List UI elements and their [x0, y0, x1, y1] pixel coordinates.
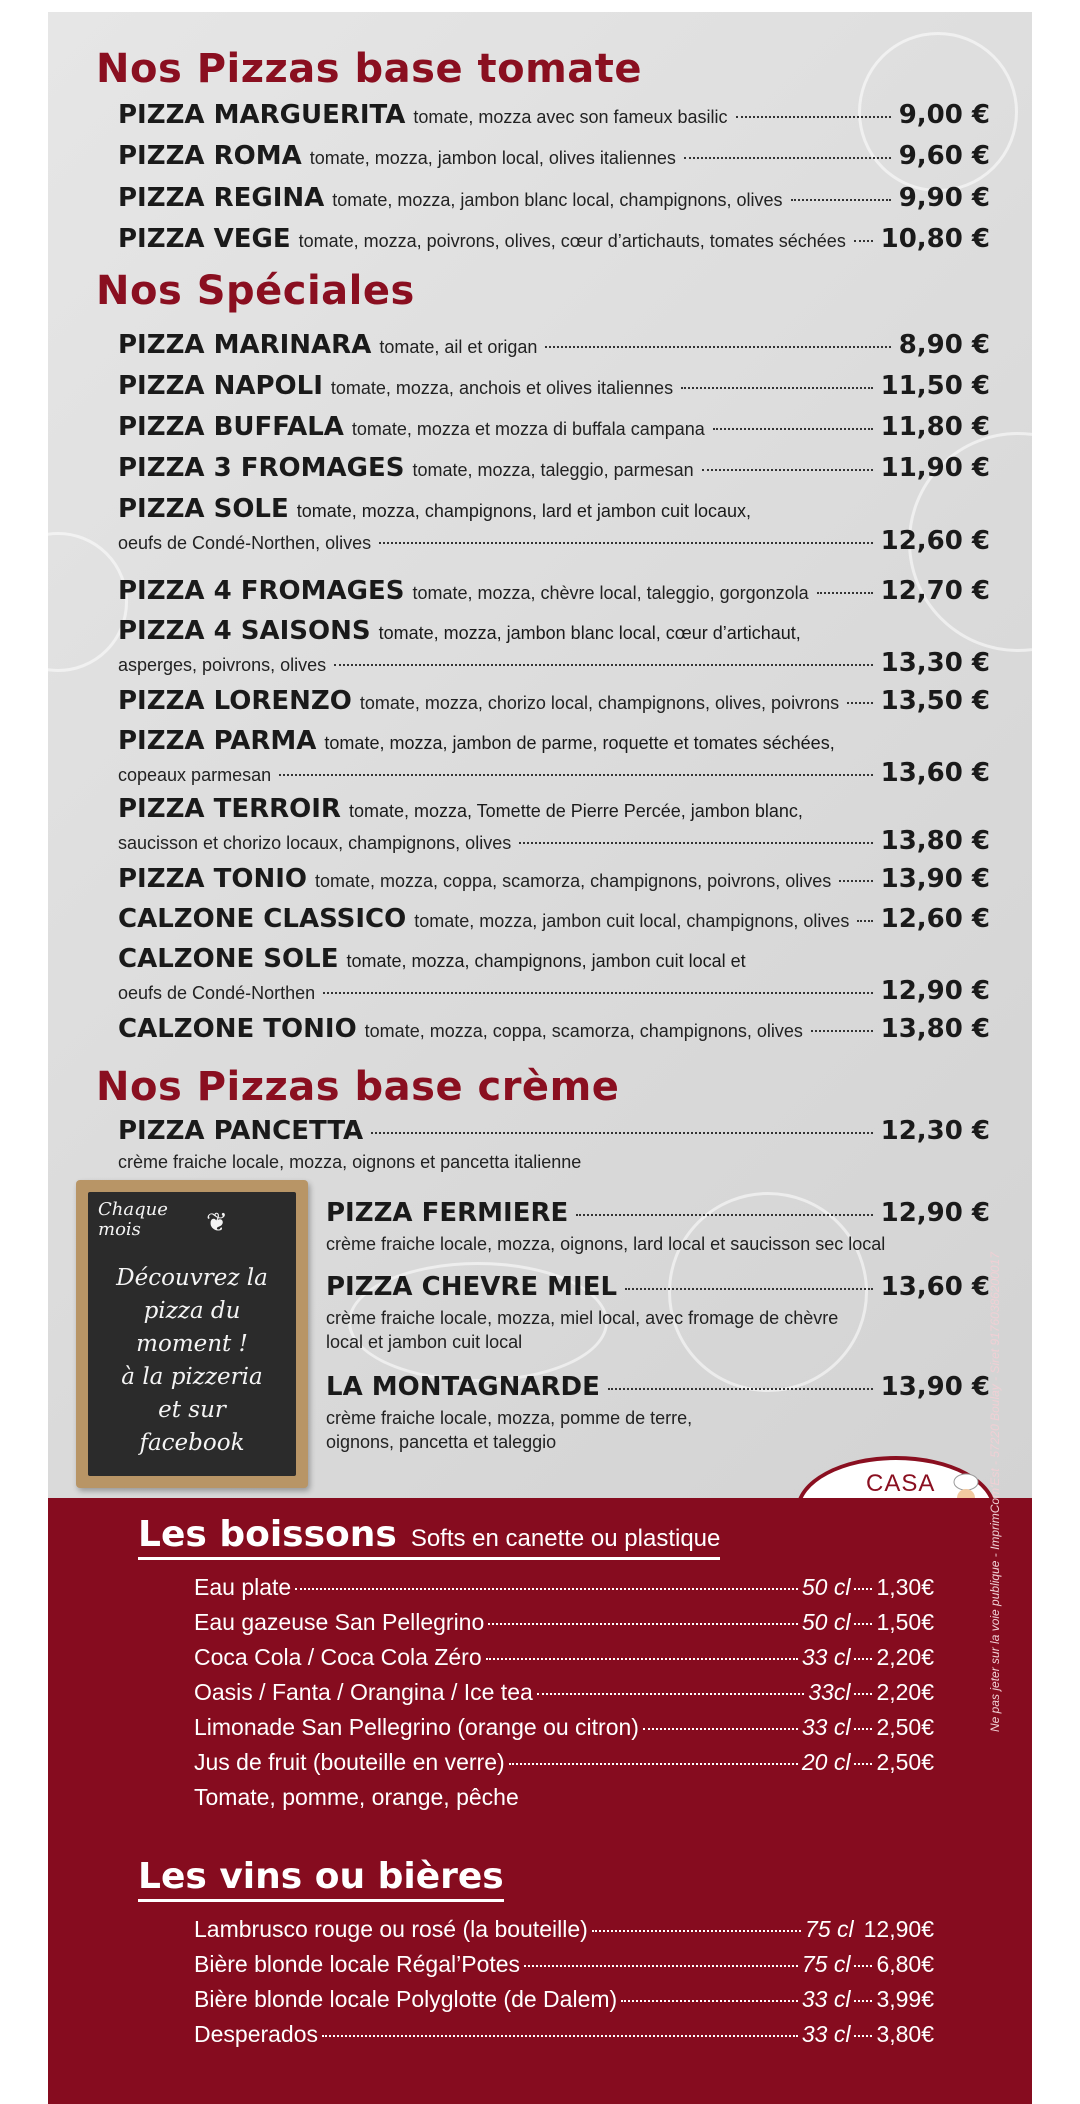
drink-volume: 33 cl	[801, 1644, 851, 1670]
decorative-circle-icon	[48, 532, 128, 672]
item-name: PIZZA MARGUERITA	[118, 100, 406, 130]
item-description-continued: copeaux parmesan	[118, 765, 272, 785]
menu-item	[118, 726, 990, 788]
dotted-leader	[854, 1623, 872, 1625]
dotted-leader	[702, 469, 873, 471]
item-price: 13,60 €	[880, 758, 990, 788]
item-description: tomate, mozza avec son fameux basilic	[413, 107, 728, 127]
item-price: 13,30 €	[880, 648, 990, 678]
item-price: 12,70 €	[880, 576, 990, 606]
drink-name: Limonade San Pellegrino (orange ou citron)	[194, 1714, 639, 1740]
dotted-leader	[854, 1693, 872, 1695]
item-description: tomate, mozza, chorizo local, champignons, olives, poivrons	[359, 693, 840, 713]
dotted-leader	[847, 702, 873, 704]
menu-item	[118, 494, 990, 556]
drink-volume: 33 cl	[801, 1986, 851, 2012]
dotted-leader	[379, 542, 872, 544]
drink-price: 2,20€	[876, 1644, 934, 1670]
drink-volume: 20 cl	[801, 1749, 851, 1775]
item-price: 11,80 €	[880, 412, 990, 442]
item-name: CALZONE CLASSICO	[118, 904, 407, 934]
legal-notice: Ne pas jeter sur la voie publique - ImprimCom'Est - 57220 Boulay - Siret 91760386200017	[988, 1252, 1002, 1732]
dotted-leader	[839, 880, 872, 882]
dotted-leader	[736, 116, 891, 118]
menu-item	[118, 224, 990, 254]
item-description: tomate, mozza, jambon blanc local, champignons, olives	[332, 190, 783, 210]
section-title-creme: Nos Pizzas base crème	[96, 1064, 620, 1110]
item-name: PIZZA CHEVRE MIEL	[326, 1272, 618, 1302]
item-description: crème fraiche locale, mozza, oignons et pancetta italienne	[118, 1152, 582, 1172]
drink-volume: 33 cl	[801, 2021, 851, 2047]
item-description-continued: local et jambon cuit local	[326, 1332, 523, 1352]
dotted-leader	[811, 1030, 873, 1032]
drink-name: Desperados	[194, 2021, 319, 2047]
menu-item	[118, 686, 990, 716]
drinks-subtitle: Softs en canette ou plastique	[410, 1525, 721, 1552]
drink-price: 2,50€	[876, 1749, 934, 1775]
dotted-leader	[817, 592, 873, 594]
item-price: 13,50 €	[880, 686, 990, 716]
drink-name: Coca Cola / Coca Cola Zéro	[194, 1644, 482, 1670]
item-name: PIZZA SOLE	[118, 494, 289, 524]
dotted-leader	[681, 387, 873, 389]
drink-volume: 33cl	[808, 1679, 851, 1705]
menu-item	[118, 616, 990, 678]
menu-item	[118, 944, 990, 1006]
item-name: PIZZA PARMA	[118, 726, 317, 756]
item-description-continued: oeufs de Condé-Northen	[118, 983, 316, 1003]
item-name: LA MONTAGNARDE	[326, 1372, 600, 1402]
item-name: PIZZA LORENZO	[118, 686, 352, 716]
section-title-tomate: Nos Pizzas base tomate	[96, 46, 643, 92]
dotted-leader	[295, 1588, 798, 1590]
drink-price: 2,50€	[876, 1714, 934, 1740]
dotted-leader	[592, 1930, 801, 1932]
drink-item	[194, 1749, 934, 1776]
item-name: PIZZA VEGE	[118, 224, 291, 254]
drink-price: 1,30€	[876, 1574, 934, 1600]
dotted-leader	[545, 346, 890, 348]
item-name: PIZZA REGINA	[118, 183, 325, 213]
item-name: PIZZA FERMIERE	[326, 1198, 569, 1228]
item-name: PIZZA 4 FROMAGES	[118, 576, 405, 606]
dotted-leader	[854, 1588, 872, 1590]
item-price: 8,90 €	[898, 330, 990, 360]
item-price: 12,30 €	[880, 1116, 990, 1146]
item-price: 12,90 €	[880, 976, 990, 1006]
drink-volume: 50 cl	[801, 1574, 851, 1600]
drink-item	[194, 1986, 934, 2013]
item-name: PIZZA MARINARA	[118, 330, 372, 360]
item-name: PIZZA NAPOLI	[118, 371, 323, 401]
item-description: crème fraiche locale, mozza, pomme de terre,	[326, 1408, 693, 1428]
item-price: 13,90 €	[880, 864, 990, 894]
drink-price: 6,80€	[876, 1951, 934, 1977]
drink-name: Oasis / Fanta / Orangina / Ice tea	[194, 1679, 533, 1705]
menu-item	[326, 1372, 990, 1454]
item-description: tomate, mozza, anchois et olives italiennes	[330, 378, 674, 398]
item-description: crème fraiche locale, mozza, miel local, avec fromage de chèvre	[326, 1308, 839, 1328]
logo-casa: CASA	[866, 1470, 936, 1497]
dotted-leader	[854, 2035, 872, 2037]
chalkboard-surface	[88, 1192, 296, 1476]
item-description: tomate, mozza, Tomette de Pierre Percée, jambon blanc,	[348, 801, 803, 821]
drink-item	[194, 1679, 934, 1706]
drinks-title-text: Les boissons	[138, 1514, 397, 1555]
drink-name: Bière blonde locale Polyglotte (de Dalem)	[194, 1986, 618, 2012]
leaf-icon: ❦	[206, 1208, 228, 1238]
dotted-leader	[509, 1763, 798, 1765]
dotted-leader	[854, 1728, 872, 1730]
dotted-leader	[334, 664, 873, 666]
drink-price: 12,90€	[863, 1916, 934, 1942]
dotted-leader	[854, 1965, 872, 1967]
menu-item	[118, 794, 990, 856]
drink-item	[194, 1916, 934, 1943]
item-name: PIZZA PANCETTA	[118, 1116, 364, 1146]
dotted-leader	[854, 2000, 872, 2002]
dotted-leader	[857, 920, 872, 922]
menu-page	[48, 12, 1032, 2104]
dotted-leader	[576, 1214, 872, 1216]
dotted-leader	[322, 2035, 798, 2037]
dotted-leader	[621, 2000, 798, 2002]
dotted-leader	[488, 1623, 798, 1625]
item-description-continued: asperges, poivrons, olives	[118, 655, 327, 675]
drink-price: 1,50€	[876, 1609, 934, 1635]
item-description: crème fraiche locale, mozza, oignons, lard local et saucisson sec local	[326, 1234, 886, 1254]
item-description: tomate, mozza, poivrons, olives, cœur d’artichauts, tomates séchées	[298, 231, 846, 251]
item-description: tomate, mozza, jambon cuit local, champignons, olives	[414, 911, 850, 931]
drink-name: Eau plate	[194, 1574, 292, 1600]
drinks-section	[48, 1498, 1032, 2104]
drink-name: Eau gazeuse San Pellegrino	[194, 1609, 485, 1635]
juice-flavours: Tomate, pomme, orange, pêche	[194, 1784, 519, 1810]
item-price: 11,50 €	[880, 371, 990, 401]
drink-volume: 75 cl	[801, 1951, 851, 1977]
item-name: CALZONE TONIO	[118, 1014, 357, 1044]
drink-price: 3,80€	[876, 2021, 934, 2047]
item-name: PIZZA BUFFALA	[118, 412, 344, 442]
wines-title: Les vins ou bières	[138, 1856, 504, 1902]
item-description: tomate, ail et origan	[379, 337, 538, 357]
item-description-continued: oeufs de Condé-Northen, olives	[118, 533, 372, 553]
menu-item	[118, 141, 990, 171]
item-description: tomate, mozza, champignons, lard et jambon cuit locaux,	[296, 501, 751, 521]
item-description: tomate, mozza, champignons, jambon cuit local et	[346, 951, 746, 971]
item-description: tomate, mozza, jambon blanc local, cœur d’artichaut,	[378, 623, 801, 643]
dotted-leader	[486, 1658, 798, 1660]
drink-item	[194, 1644, 934, 1671]
item-description: tomate, mozza, taleggio, parmesan	[412, 460, 694, 480]
item-price: 13,90 €	[880, 1372, 990, 1402]
item-description: tomate, mozza, coppa, scamorza, champignons, poivrons, olives	[314, 871, 832, 891]
item-description-continued: oignons, pancetta et taleggio	[326, 1432, 557, 1452]
item-price: 9,90 €	[898, 183, 990, 213]
dotted-leader	[323, 992, 872, 994]
drink-price: 2,20€	[876, 1679, 934, 1705]
menu-item	[118, 412, 990, 442]
item-name: PIZZA ROMA	[118, 141, 302, 171]
pizza-menu-section	[48, 12, 1032, 1498]
item-price: 13,60 €	[880, 1272, 990, 1302]
drink-item	[194, 1714, 934, 1741]
drink-price: 3,99€	[876, 1986, 934, 2012]
section-title-speciales: Nos Spéciales	[96, 268, 415, 314]
menu-item	[118, 904, 990, 934]
drink-item	[194, 2021, 934, 2048]
item-description: tomate, mozza et mozza di buffala campana	[351, 419, 705, 439]
item-price: 9,00 €	[898, 100, 990, 130]
item-name: PIZZA 4 SAISONS	[118, 616, 371, 646]
item-price: 12,60 €	[880, 526, 990, 556]
item-name: PIZZA TERROIR	[118, 794, 341, 824]
dotted-leader	[279, 774, 873, 776]
drink-item	[194, 1574, 934, 1601]
dotted-leader	[713, 428, 873, 430]
item-price: 12,60 €	[880, 904, 990, 934]
item-description-continued: saucisson et chorizo locaux, champignons, olives	[118, 833, 512, 853]
menu-item	[326, 1272, 990, 1354]
drink-volume: 50 cl	[801, 1609, 851, 1635]
dotted-leader	[684, 157, 891, 159]
item-description: tomate, mozza, chèvre local, taleggio, gorgonzola	[412, 583, 809, 603]
drink-name: Jus de fruit (bouteille en verre)	[194, 1749, 505, 1775]
dotted-leader	[524, 1965, 798, 1967]
menu-item	[118, 576, 990, 606]
item-price: 10,80 €	[880, 224, 990, 254]
item-name: CALZONE SOLE	[118, 944, 339, 974]
drink-volume: 75 cl	[805, 1916, 854, 1942]
dotted-leader	[854, 1658, 872, 1660]
dotted-leader	[643, 1728, 798, 1730]
drink-volume: 33 cl	[801, 1714, 851, 1740]
dotted-leader	[854, 240, 873, 242]
drink-item	[194, 1609, 934, 1636]
menu-item	[118, 1014, 990, 1044]
dotted-leader	[854, 1763, 872, 1765]
item-price: 13,80 €	[880, 826, 990, 856]
menu-item	[118, 453, 990, 483]
chalkboard	[76, 1180, 308, 1488]
item-price: 13,80 €	[880, 1014, 990, 1044]
menu-item	[118, 864, 990, 894]
item-price: 12,90 €	[880, 1198, 990, 1228]
dotted-leader	[608, 1388, 873, 1390]
menu-item	[118, 1116, 990, 1174]
item-description: tomate, mozza, coppa, scamorza, champignons, olives	[364, 1021, 803, 1041]
chalkboard-monthly: Chaque mois	[98, 1199, 168, 1240]
dotted-leader	[371, 1132, 872, 1134]
item-price: 9,60 €	[898, 141, 990, 171]
menu-item	[118, 183, 990, 213]
menu-item	[118, 330, 990, 360]
dotted-leader	[791, 199, 891, 201]
drink-item	[194, 1951, 934, 1978]
menu-item	[118, 371, 990, 401]
dotted-leader	[625, 1288, 873, 1290]
dotted-leader	[519, 842, 872, 844]
menu-item	[326, 1198, 990, 1256]
item-name: PIZZA TONIO	[118, 864, 307, 894]
item-description: tomate, mozza, jambon de parme, roquette et tomates séchées,	[324, 733, 835, 753]
menu-item	[118, 100, 990, 130]
dotted-leader	[537, 1693, 804, 1695]
drink-name: Lambrusco rouge ou rosé (la bouteille)	[194, 1916, 588, 1942]
drink-name: Bière blonde locale Régal’Potes	[194, 1951, 521, 1977]
item-price: 11,90 €	[880, 453, 990, 483]
chalkboard-message: Découvrez la pizza du moment ! à la pizzeria et sur facebook	[116, 1265, 268, 1456]
item-description: tomate, mozza, jambon local, olives italiennes	[309, 148, 676, 168]
item-name: PIZZA 3 FROMAGES	[118, 453, 405, 483]
drinks-title	[138, 1514, 720, 1560]
